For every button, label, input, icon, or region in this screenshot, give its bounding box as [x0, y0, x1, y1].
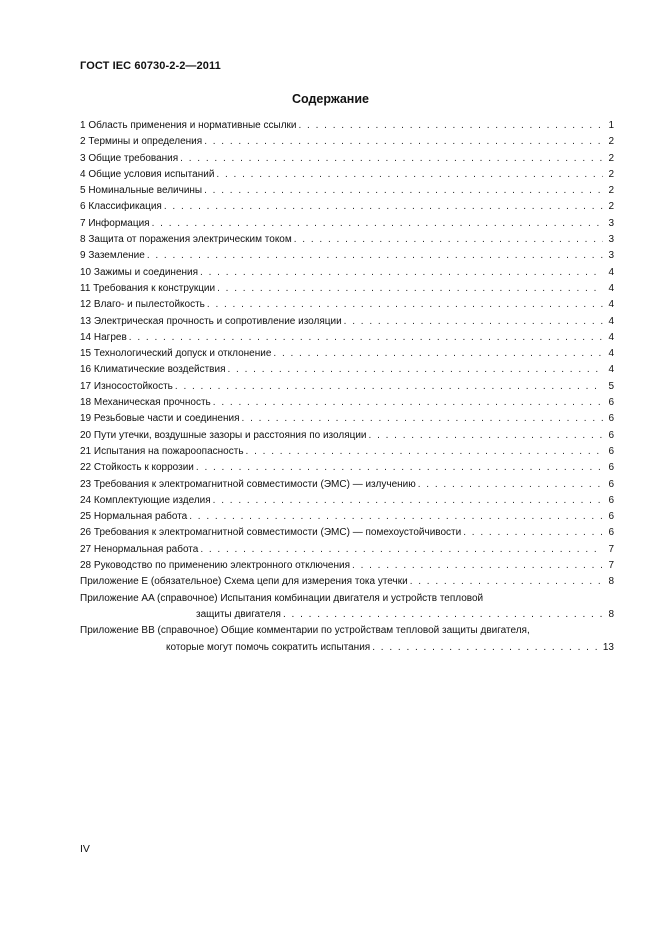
toc-entry-label: Приложение E (обязательное) Схема цепи для измерения тока утечки: [80, 576, 408, 588]
leader-dots: [204, 136, 603, 148]
toc-entry-label: 8 Защита от поражения электрическим током: [80, 234, 292, 246]
leader-dots: [344, 316, 603, 328]
toc-entry[interactable]: [80, 332, 614, 348]
toc-entry-label: 7 Информация: [80, 217, 150, 229]
toc-entry[interactable]: [80, 120, 614, 136]
leader-dots: [204, 185, 603, 197]
toc-entry-page: 3: [608, 217, 614, 229]
toc-entry-label: 2 Термины и определения: [80, 136, 203, 148]
toc-entry-label: 11 Требования к конструкции: [80, 282, 216, 294]
leader-dots: [228, 364, 604, 376]
toc-entry-label: 10 Зажимы и соединения: [80, 266, 199, 278]
toc-entry-page: 5: [608, 380, 614, 392]
toc-entry-label: Приложение AA (справочное) Испытания комбинации двигателя и устройств тепловой: [80, 592, 484, 604]
toc-entry[interactable]: [80, 544, 614, 560]
leader-dots: [213, 397, 603, 409]
toc-entry-page: 2: [608, 168, 614, 180]
toc-entry[interactable]: [80, 169, 614, 185]
toc-entry-label-continuation: защиты двигателя: [196, 608, 281, 620]
toc-entry-label: 26 Требования к электромагнитной совместимости (ЭМС) — помехоустойчивости: [80, 527, 462, 539]
toc-entry[interactable]: [80, 479, 614, 495]
toc-entry-label: 17 Износостойкость: [80, 380, 173, 392]
toc-entry-page: 8: [608, 576, 614, 588]
toc-entry[interactable]: [80, 283, 614, 299]
leader-dots: [200, 267, 603, 279]
leader-dots: [196, 462, 603, 474]
leader-dots: [273, 348, 603, 360]
toc-entry[interactable]: [80, 462, 614, 478]
toc-entry[interactable]: [80, 136, 614, 152]
toc-entry-page: 6: [608, 413, 614, 425]
toc-entry-label: 23 Требования к электромагнитной совместимости (ЭМС) — излучению: [80, 478, 416, 490]
toc-entry[interactable]: [80, 495, 614, 511]
toc-entry-page: 4: [608, 282, 614, 294]
leader-dots: [152, 218, 603, 230]
toc-entry[interactable]: [80, 201, 614, 217]
leader-dots: [129, 332, 603, 344]
toc-entry-label: 5 Номинальные величины: [80, 185, 203, 197]
toc-entry-page: 7: [608, 543, 614, 555]
toc-entry-label: 14 Нагрев: [80, 331, 127, 343]
toc-entry-page: 6: [608, 527, 614, 539]
leader-dots: [294, 234, 603, 246]
toc-entry-page: 13: [602, 641, 614, 653]
toc-entry-annex-bb[interactable]: [80, 625, 614, 658]
toc-entry[interactable]: [80, 576, 614, 592]
toc-entry-label: 27 Ненормальная работа: [80, 543, 199, 555]
leader-dots: [463, 527, 603, 539]
toc-entry[interactable]: [80, 348, 614, 364]
toc-entry-label: 15 Технологический допуск и отклонение: [80, 348, 272, 360]
leader-dots: [372, 642, 601, 654]
leader-dots: [418, 479, 603, 491]
toc-entry-page: 4: [608, 299, 614, 311]
leader-dots: [242, 413, 603, 425]
leader-dots: [200, 544, 603, 556]
toc-entry-page: 6: [608, 494, 614, 506]
toc-entry-label-continuation: которые могут помочь сократить испытания: [166, 641, 371, 653]
toc-entry[interactable]: [80, 234, 614, 250]
leader-dots: [246, 446, 603, 458]
toc-entry-page: 2: [608, 152, 614, 164]
toc-entry-label: 12 Влаго- и пылестойкость: [80, 299, 205, 311]
toc-entry[interactable]: [80, 446, 614, 462]
toc-entry[interactable]: [80, 267, 614, 283]
leader-dots: [283, 609, 606, 621]
toc-entry-label: 18 Механическая прочность: [80, 397, 211, 409]
toc-entry-page: 8: [608, 608, 614, 620]
toc-entry-page: 3: [608, 250, 614, 262]
toc-entry[interactable]: [80, 527, 614, 543]
toc-entry-page: 6: [608, 445, 614, 457]
toc-entry-label: 9 Заземление: [80, 250, 145, 262]
toc-entry-label: 25 Нормальная работа: [80, 511, 188, 523]
toc-entry[interactable]: [80, 250, 614, 266]
toc-entry-page: 6: [608, 511, 614, 523]
toc-entry-label: Приложение BB (справочное) Общие комментарии по устройствам тепловой защиты двигателя,: [80, 625, 530, 637]
leader-dots: [216, 169, 603, 181]
toc-entry[interactable]: [80, 364, 614, 380]
toc-entry[interactable]: [80, 397, 614, 413]
leader-dots: [207, 299, 603, 311]
toc-entry-page: 7: [608, 560, 614, 572]
toc-entry-label: 21 Испытания на пожароопасность: [80, 445, 244, 457]
toc-entry-page: 2: [608, 185, 614, 197]
leader-dots: [175, 381, 603, 393]
toc-entry-page: 4: [608, 364, 614, 376]
leader-dots: [298, 120, 603, 132]
leader-dots: [147, 250, 603, 262]
leader-dots: [352, 560, 603, 572]
document-standard-header: ГОСТ IEC 60730-2-2—2011: [80, 60, 221, 72]
toc-entry-label: 4 Общие условия испытаний: [80, 168, 215, 180]
toc-entry-label: 19 Резьбовые части и соединения: [80, 413, 240, 425]
toc-entry[interactable]: [80, 413, 614, 429]
toc-entry[interactable]: [80, 560, 614, 576]
toc-entry-page: 4: [608, 266, 614, 278]
toc-entry-page: 2: [608, 136, 614, 148]
toc-entry[interactable]: [80, 430, 614, 446]
page-number: IV: [80, 843, 90, 855]
toc-entry-page: 4: [608, 348, 614, 360]
leader-dots: [213, 495, 603, 507]
toc-entry[interactable]: [80, 381, 614, 397]
toc-entry-label: 16 Климатические воздействия: [80, 364, 226, 376]
toc-entry-label: 22 Стойкость к коррозии: [80, 462, 194, 474]
toc-entry[interactable]: [80, 218, 614, 234]
toc-entry-page: 4: [608, 331, 614, 343]
toc-entry-page: 3: [608, 234, 614, 246]
toc-entry[interactable]: [80, 185, 614, 201]
toc-entry[interactable]: [80, 511, 614, 527]
toc-entry-label: 24 Комплектующие изделия: [80, 494, 211, 506]
leader-dots: [217, 283, 603, 295]
toc-entry-page: 6: [608, 478, 614, 490]
toc-entry-label: 20 Пути утечки, воздушные зазоры и расстояния по изоляции: [80, 429, 367, 441]
toc-entry-label: 13 Электрическая прочность и сопротивление изоляции: [80, 315, 342, 327]
toc-entry-page: 6: [608, 397, 614, 409]
toc-entry[interactable]: [80, 299, 614, 315]
toc-entry-page: 1: [608, 120, 614, 131]
page-title: Содержание: [291, 92, 369, 106]
table-of-contents: [80, 120, 614, 658]
leader-dots: [189, 511, 603, 523]
toc-entry[interactable]: [80, 153, 614, 169]
leader-dots: [180, 153, 603, 165]
toc-entry-page: 4: [608, 315, 614, 327]
toc-entry-label: 3 Общие требования: [80, 152, 179, 164]
toc-entry-annex-aa[interactable]: [80, 593, 614, 626]
leader-dots: [410, 576, 603, 588]
toc-entry-page: 6: [608, 462, 614, 474]
toc-entry-page: 6: [608, 429, 614, 441]
toc-entry-page: 2: [608, 201, 614, 213]
toc-entry-label: 28 Руководство по применению электронного отключения: [80, 560, 351, 572]
toc-entry[interactable]: [80, 316, 614, 332]
leader-dots: [369, 430, 603, 442]
toc-entry-label: 1 Область применения и нормативные ссылки: [80, 120, 297, 131]
leader-dots: [164, 201, 603, 213]
toc-entry-label: 6 Классификация: [80, 201, 162, 213]
